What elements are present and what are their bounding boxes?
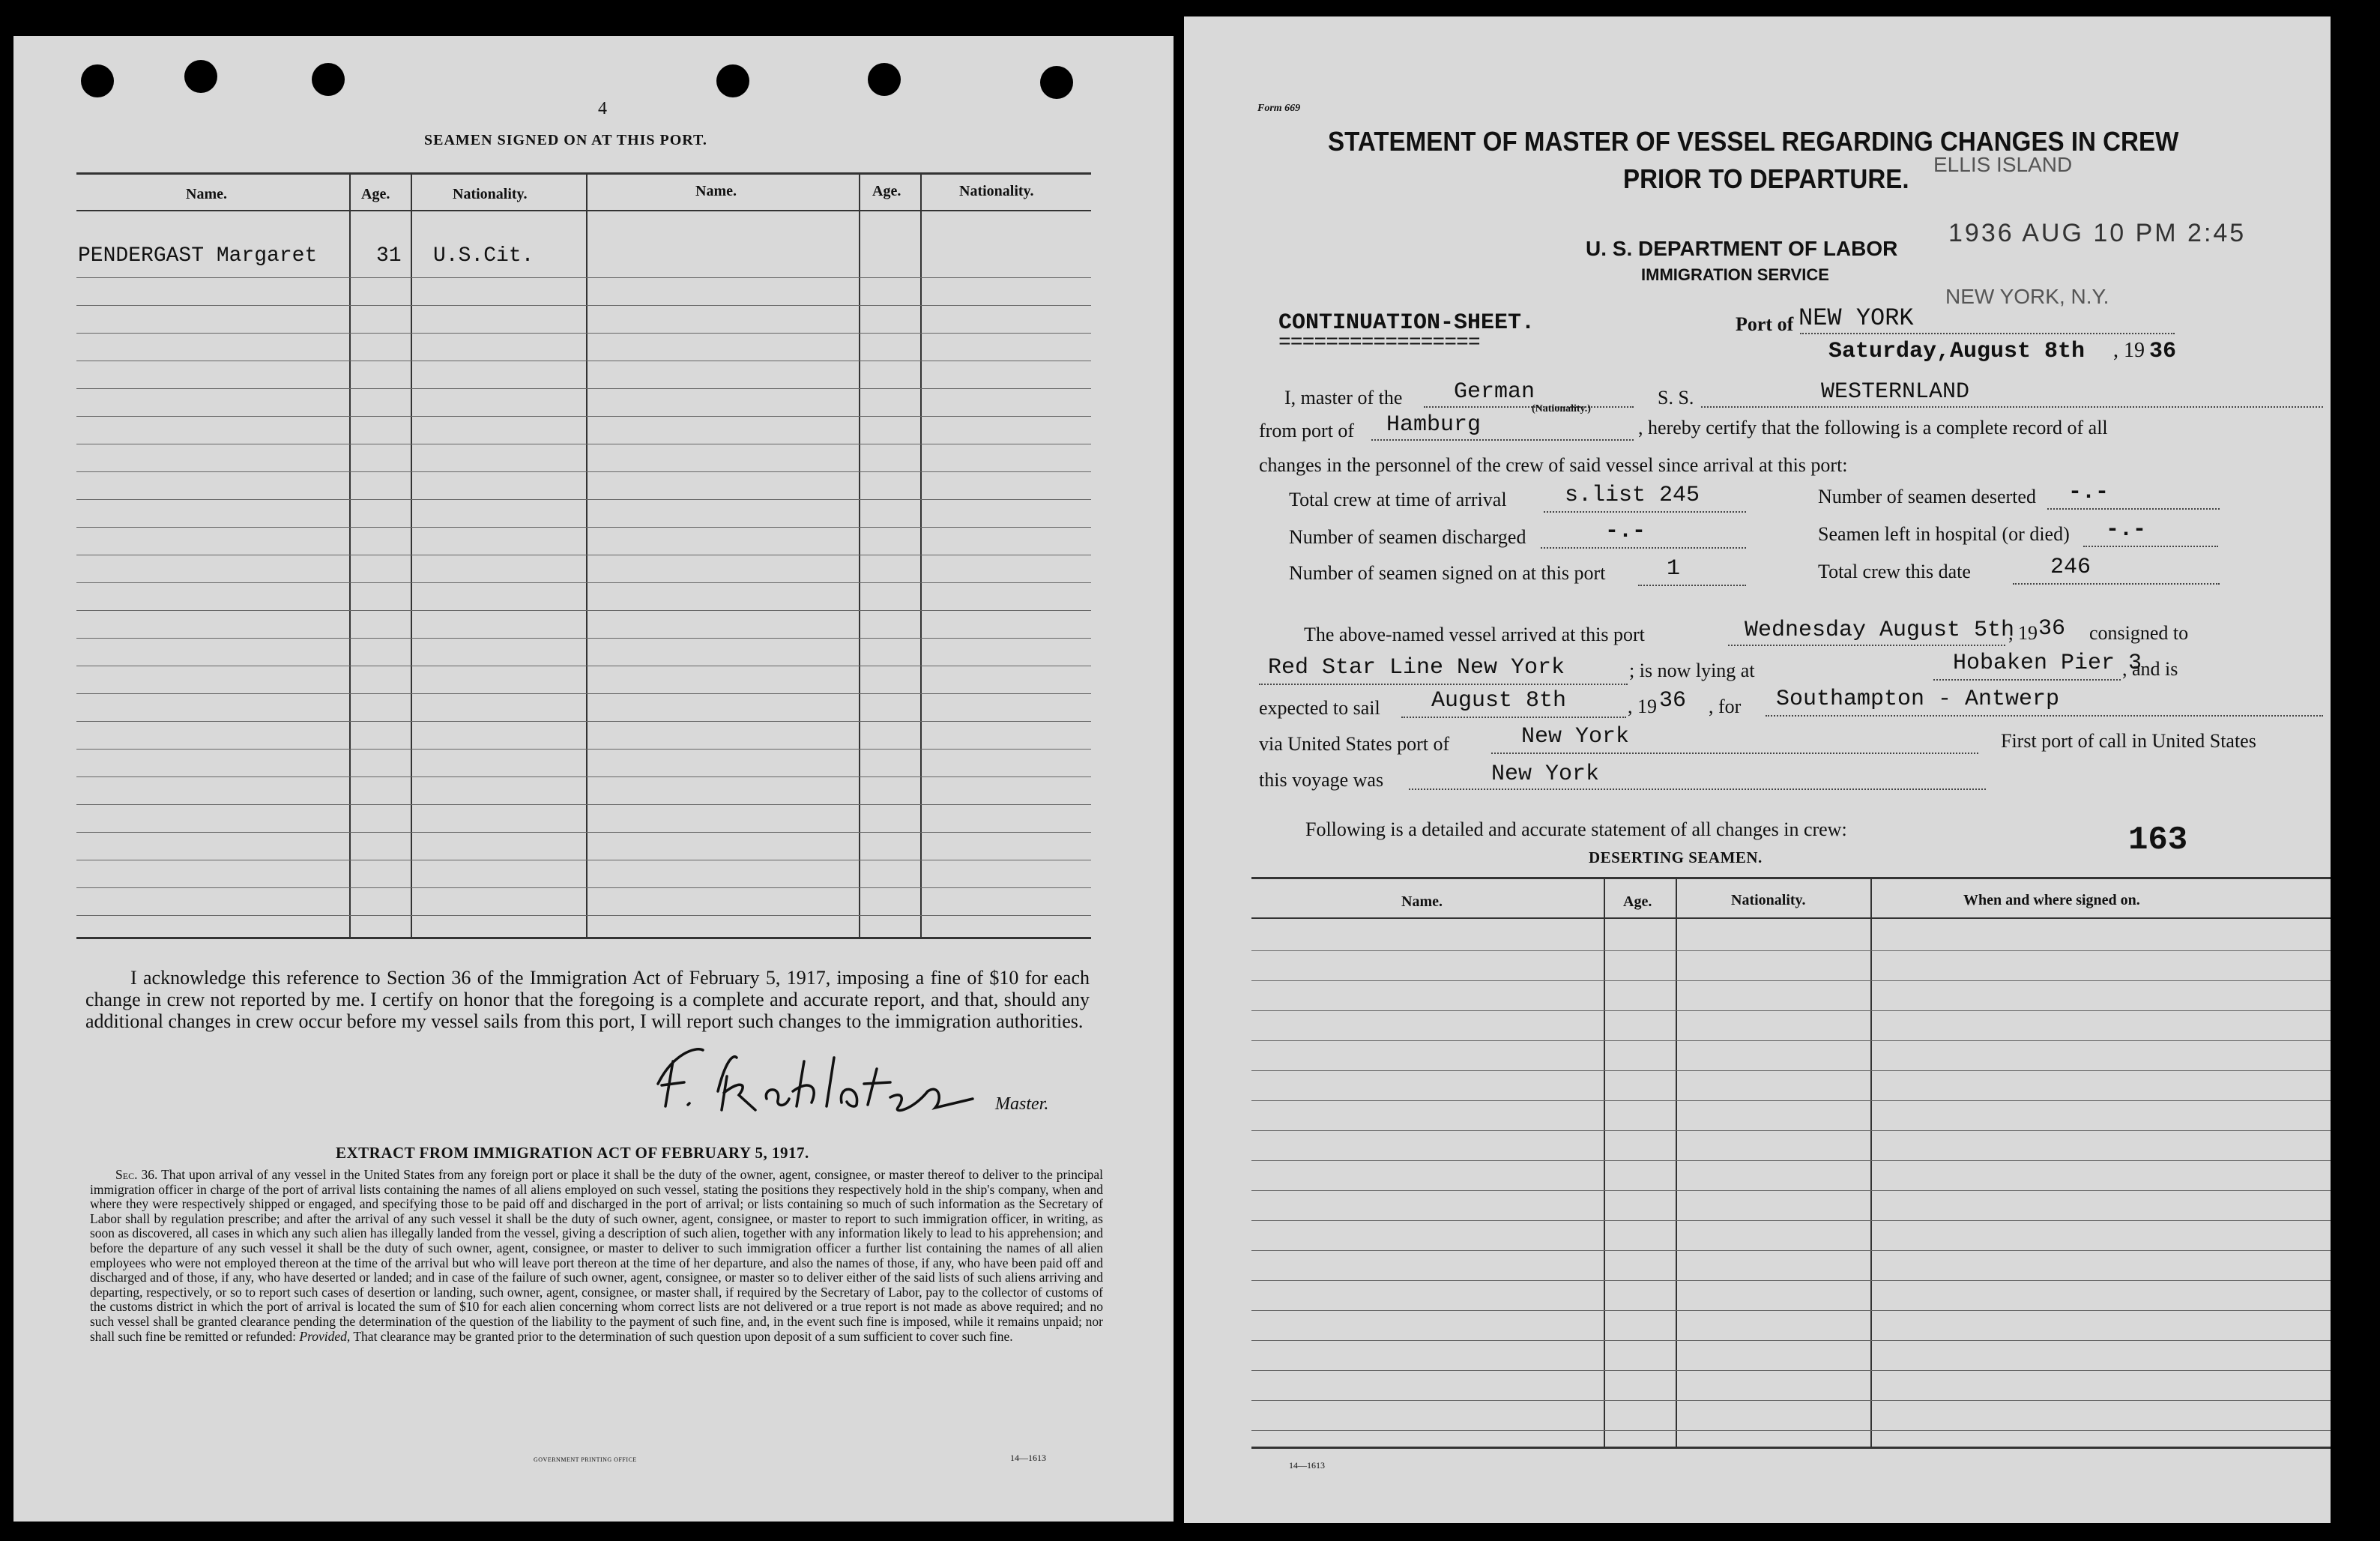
col-header-age-2: Age. [872,183,901,199]
service: IMMIGRATION SERVICE [1641,265,1829,284]
date-year-prefix: , 19 [2113,339,2145,362]
consignee-value: Red Star Line New York [1268,655,1565,681]
table-rule [1251,1310,2331,1311]
port-label: Port of [1736,313,1794,335]
table-rule [76,915,1091,916]
arrived-year-prefix: , 19 [2008,622,2038,644]
table-rule [1251,1220,2331,1221]
master-of-label: I, master of the [1284,387,1403,408]
section-title: SEAMEN SIGNED ON AT THIS PORT. [424,132,707,148]
expected-label: expected to sail [1259,697,1380,719]
table-rule [1251,1400,2331,1401]
port-value: NEW YORK [1798,304,1914,332]
entry-age: 31 [376,244,402,268]
punch-hole [1040,66,1073,99]
sheet-type: CONTINUATION-SHEET. [1278,310,1535,336]
via-value: New York [1521,724,1630,750]
arrived-label: The above-named vessel arrived at this port [1304,624,1645,645]
table-rule [76,499,1091,500]
table-rule [1251,1130,2331,1131]
col-header-name-2: Name. [695,183,737,199]
table-rule [76,887,1091,888]
table-rule [1251,1190,2331,1191]
table-rule [76,638,1091,639]
sail-year: 36 [1659,688,1687,714]
entry-name: PENDERGAST Margaret [78,244,318,268]
printer-mark: GOVERNMENT PRINTING OFFICE [534,1456,637,1463]
deserting-title: DESERTING SEAMEN. [1589,848,1763,866]
form-title-line1: STATEMENT OF MASTER OF VESSEL REGARDING CHANGES IN CREW [1328,126,2179,157]
table-rule [76,471,1091,472]
certify-text-2: changes in the personnel of the crew of said vessel since arrival at this port: [1259,454,1848,476]
table-rule [1251,950,2331,951]
nationality-value: German [1454,379,1535,405]
table-rule [76,804,1091,805]
lying-value: Hobaken Pier 3 [1953,651,2142,676]
deserting-col-signed-on: When and where signed on. [1963,892,2140,908]
extract-body: That upon arrival of any vessel in the United States from any foreign port or place it shall be the duty of the owner, agent, consignee, or master thereof to deliver to the principal immigration officer in charge of the port of arrival lists containing the names of all aliens employed on such vessel, stating the positions they respectively hold in the ship's company, when and where they were respectively shipped or engaged, and specifying those to be paid off and discharged in the port of arrival; or lists containing so much of such information as the Secretary of Labor shall by regulation prescribe; and after the arrival of any such vessel it shall be the duty of such owner, agent, consignee, or master to report to such immigration officer, in writing, as soon as discovered, all cases in which any such alien has illegally landed from the vessel, giving a description of such alien, together with any information likely to lead to his apprehension; and before the departure of any such vessel it shall be the duty of such owner, agent, consignee, or master to deliver to such immigration officer a further list containing the names of all alien employees who were not employed thereon at the time of the arrival but who will leave port thereon at the time of her departure, and also the names of those, if any, who have been paid off and discharged and of those, if any, who have deserted or landed; and in case of the failure of such owner, agent, consignee, or master so to deliver either of the said lists of such aliens arriving and departing, respectively, or so to report such cases of desertion or landing, such owner, agent, consignee, or master shall, if required by the Secretary of Labor, pay to the collector of customs of the customs district in which the port of arrival is located the sum of $10 for each alien concerning whom correct lists are not delivered or a true report is not made as above required; and no such vessel shall be granted clearance pending the determination of the question of the liability to the payment of such fine, and, in the event such fine is imposed, while it remains unpaid; nor shall such fine be remitted or refunded: [90,1167,1103,1344]
col-header-name: Name. [186,186,227,202]
total-crew-arrival-label: Total crew at time of arrival [1289,489,1507,510]
table-rule [76,333,1091,334]
from-port-value: Hamburg [1386,412,1482,438]
table-rule [1251,1070,2331,1071]
form-title-line2: PRIOR TO DEPARTURE. [1623,163,1909,194]
deserting-col-name: Name. [1401,893,1443,910]
date-year: 36 [2149,339,2177,364]
deserted-label: Number of seamen deserted [1818,486,2036,507]
stamp-datetime: 1936 AUG 10 PM 2:45 [1948,219,2247,247]
signed-on-value: 1 [1667,556,1681,582]
extract-proviso: That clearance may be granted prior to the determination of such question upon deposit of a sum sufficient to cover such fine. [353,1328,1013,1344]
table-rule [76,277,1091,278]
ss-label: S. S. [1658,387,1694,408]
stamp-location: ELLIS ISLAND [1933,153,2073,176]
punch-hole [81,64,114,97]
table-rule [1251,1100,2331,1101]
sheet-type-underline: ================= [1278,331,1480,355]
punch-hole [312,63,345,96]
sail-year-prefix: , 19 [1628,696,1657,717]
table-rule [1251,1010,2331,1011]
table-rule [76,305,1091,306]
table-rule [76,832,1091,833]
table-rule [1251,1340,2331,1341]
entry-nationality: U.S.Cit. [433,244,534,268]
date-value: Saturday,August 8th [1828,339,2085,364]
table-rule [1251,1280,2331,1281]
sail-date-value: August 8th [1431,688,1567,714]
right-form-number: 14—1613 [1289,1460,1325,1471]
table-rule [1251,1430,2331,1431]
sheet-number: 163 [2128,821,2188,859]
discharged-label: Number of seamen discharged [1289,526,1526,548]
hospital-label: Seamen left in hospital (or died) [1818,523,2070,545]
col-header-nationality: Nationality. [453,186,528,202]
discharged-value: -.- [1605,519,1646,544]
and-is-label: , and is [2122,658,2178,680]
total-crew-date-label: Total crew this date [1818,561,1971,582]
consigned-label: consigned to [2089,622,2189,644]
deserting-col-nationality: Nationality. [1731,892,1806,908]
punch-hole [184,60,217,93]
right-page [1184,16,2331,1523]
left-page [13,36,1174,1522]
destination-value: Southampton - Antwerp [1776,687,2060,712]
acknowledgement-text: I acknowledge this reference to Section 36 of the Immigration Act of February 5, 1917, imposing a fine of $10 for each change in crew not reported by me. I certify on honor that the foregoing is a complete and accurate report, and that, should any additional changes in crew occur before my vessel sails from this port, I will report such changes to the immigration authorities. [85,967,1090,1032]
table-rule [76,721,1091,722]
arrived-year: 36 [2038,616,2066,642]
arrived-value: Wednesday August 5th [1745,618,2015,643]
via-label: via United States port of [1259,733,1450,755]
stamp-city: NEW YORK, N.Y. [1945,285,2109,308]
table-rule [1251,1160,2331,1161]
extract-proviso-label: Provided, [299,1328,351,1344]
table-rule [76,416,1091,417]
deserting-col-age: Age. [1623,893,1652,910]
table-rule [1251,1040,2331,1041]
table-rule [76,693,1091,694]
table-rule [76,582,1091,583]
certify-text-1: , hereby certify that the following is a complete record of all [1638,417,2108,438]
table-rule [1251,1370,2331,1371]
total-crew-arrival-value: s.list 245 [1565,483,1700,508]
col-header-age: Age. [361,186,390,202]
extract-title: EXTRACT FROM IMMIGRATION ACT OF FEBRUARY 5, 1917. [336,1144,809,1162]
left-form-number: 14—1613 [1010,1453,1046,1463]
for-label: , for [1709,696,1742,717]
punch-hole [868,63,901,96]
this-voyage-label: this voyage was [1259,769,1384,791]
ship-name: WESTERNLAND [1821,379,1970,405]
page-number: 4 [598,99,607,118]
department: U. S. DEPARTMENT OF LABOR [1586,237,1898,260]
table-rule [1251,980,2331,981]
table-rule [1251,1250,2331,1251]
deserted-value: -.- [2068,480,2109,505]
signed-on-label: Number of seamen signed on at this port [1289,562,1606,584]
table-rule [76,388,1091,389]
from-port-label: from port of [1259,420,1355,441]
table-rule [76,610,1091,611]
col-header-nationality-2: Nationality. [959,183,1034,199]
first-port-value: New York [1491,762,1600,787]
following-label: Following is a detailed and accurate statement of all changes in crew: [1305,818,1847,840]
lying-label: ; is now lying at [1629,660,1755,681]
table-rule [76,527,1091,528]
nationality-caption: (Nationality.) [1532,403,1591,414]
punch-hole [716,64,749,97]
table-rule [76,776,1091,777]
extract-text [90,1168,1103,1344]
first-port-label: First port of call in United States [2001,730,2256,752]
extract-section-label: Sec. 36. [115,1167,158,1182]
table-rule [76,749,1091,750]
hospital-value: -.- [2106,517,2147,543]
total-crew-date-value: 246 [2050,555,2091,580]
master-label: Master. [995,1094,1049,1114]
form-label: Form 669 [1257,103,1301,114]
